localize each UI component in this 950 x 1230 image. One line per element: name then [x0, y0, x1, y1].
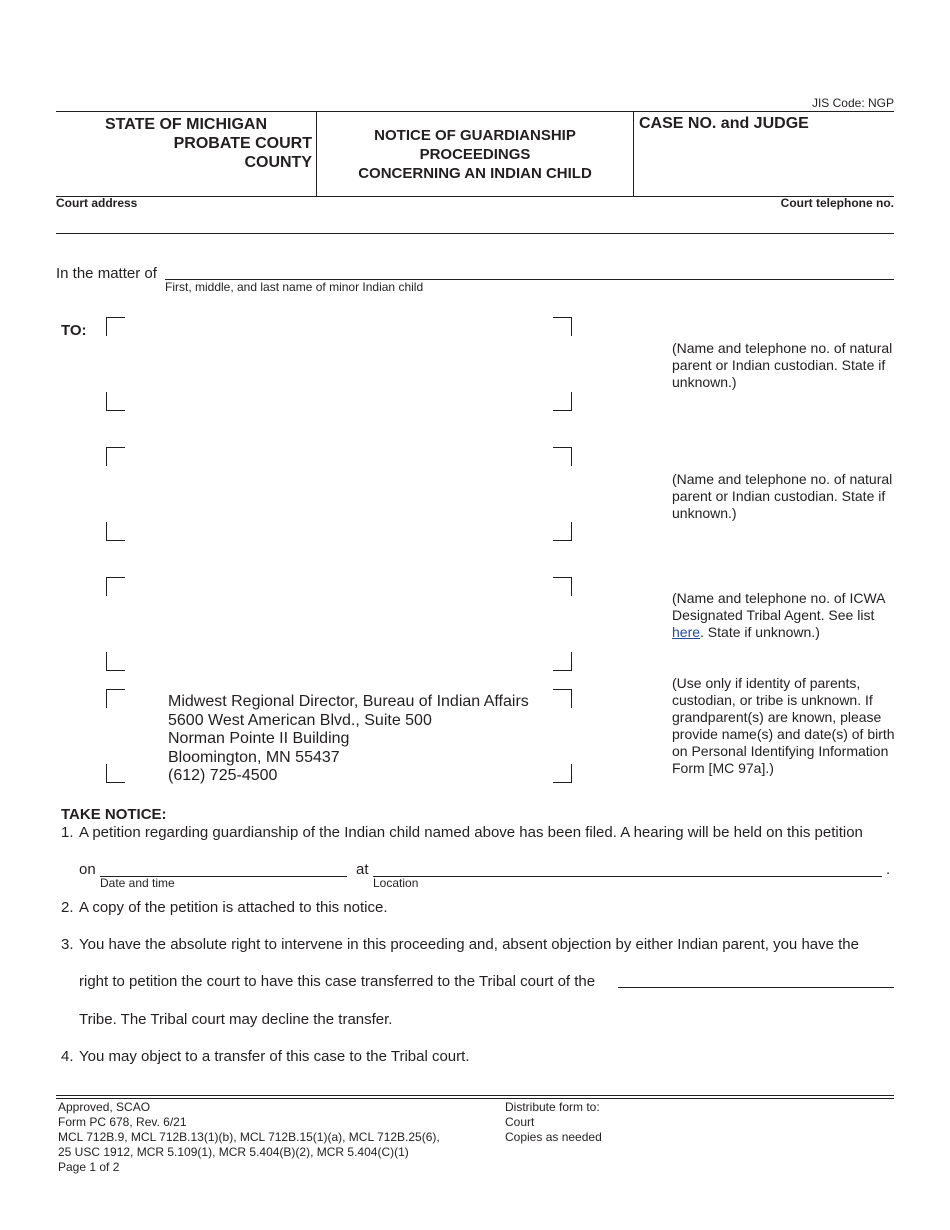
footer-distribution — [505, 1100, 602, 1145]
court-address-rule — [56, 233, 894, 234]
form-title-line3: CONCERNING AN INDIAN CHILD — [358, 165, 592, 182]
footer-rule-bottom — [56, 1098, 894, 1099]
hearing-date-caption: Date and time — [100, 876, 175, 890]
tribe-name-rule — [618, 987, 894, 988]
corner-top-left — [106, 317, 125, 336]
hearing-location-caption: Location — [373, 876, 419, 890]
tribe-name-input[interactable] — [619, 971, 892, 987]
jis-code: JIS Code: NGP — [811, 96, 894, 110]
recipient-1-input[interactable] — [124, 322, 549, 406]
tribal-agent-list-link[interactable]: here — [672, 624, 701, 640]
corner-top-right — [553, 317, 572, 336]
minor-name-caption: First, middle, and last name of minor Indian child — [165, 280, 424, 294]
court-county: COUNTY — [244, 154, 312, 171]
minor-name-input[interactable] — [166, 262, 892, 279]
recipient-2-note: (Name and telephone no. of natural parent or Indian custodian. State if unknown.) — [672, 471, 893, 521]
item-3-text-c: Tribe. The Tribal court may decline the transfer. — [79, 1011, 393, 1028]
corner-bottom-right — [553, 522, 572, 541]
item-3-text-b: right to petition the court to have this case transferred to the Tribal court of the — [79, 973, 596, 990]
header-divider-right — [633, 111, 634, 197]
footer-page-number: Page 1 of 2 — [58, 1160, 120, 1174]
bia-address-line5: (612) 725-4500 — [168, 767, 278, 784]
item-4-number: 4. — [61, 1048, 74, 1065]
corner-bottom-right — [553, 764, 572, 783]
court-address-label: Court address — [56, 196, 138, 210]
footer-distribute-copies: Copies as needed — [505, 1130, 602, 1144]
footer-form-info — [58, 1100, 440, 1175]
corner-top-right — [553, 447, 572, 466]
take-notice-heading: TAKE NOTICE: — [61, 806, 167, 823]
header-top-rule — [56, 111, 894, 112]
recipient-3-note — [672, 590, 902, 641]
item-1-number: 1. — [61, 824, 74, 841]
item-2-text: A copy of the petition is attached to this notice. — [79, 899, 388, 916]
recipient-3-input[interactable] — [124, 582, 549, 666]
court-name: PROBATE COURT — [173, 135, 312, 152]
recipient-3-note-tail: . State if unknown.) — [700, 624, 820, 640]
recipient-4-note: (Use only if identity of parents, custodian, or tribe is unknown. If grandparent(s) are known, please provide name(s) and date(s) of birth on Personal Identifying Information Form [MC 97a].) — [672, 675, 895, 776]
header-divider-left — [316, 111, 317, 197]
case-no-label: CASE NO. and JUDGE — [639, 115, 809, 132]
form-title-line1: NOTICE OF GUARDIANSHIP — [374, 127, 576, 144]
form-title — [318, 126, 632, 183]
hearing-location-rule — [373, 876, 882, 877]
to-label: TO: — [61, 322, 87, 339]
bia-address-line3: Norman Pointe II Building — [168, 730, 350, 747]
item-1-period: . — [886, 861, 891, 878]
form-title-line2: PROCEEDINGS — [419, 146, 531, 163]
item-3-number: 3. — [61, 936, 74, 953]
corner-top-right — [553, 577, 572, 596]
hearing-date-input[interactable] — [101, 859, 345, 876]
item-1-on: on — [79, 861, 96, 878]
item-3-text-a: You have the absolute right to intervene in this proceeding and, absent objection by either Indian parent, you have the — [79, 936, 859, 953]
footer-approved: Approved, SCAO — [58, 1100, 151, 1114]
case-no-input[interactable] — [640, 140, 890, 190]
recipient-3-note-text: (Name and telephone no. of ICWA Designated Tribal Agent. See list — [672, 590, 885, 623]
bia-address-line4: Bloomington, MN 55437 — [168, 748, 340, 766]
court-phone-label: Court telephone no. — [780, 196, 894, 210]
corner-bottom-right — [553, 392, 572, 411]
item-2-number: 2. — [61, 899, 74, 916]
corner-bottom-left — [106, 764, 125, 783]
court-state: STATE OF MICHIGAN — [104, 116, 267, 133]
footer-statutes: MCL 712B.9, MCL 712B.13(1)(b), MCL 712B.15(1)(a), MCL 712B.25(6), — [58, 1130, 440, 1144]
corner-top-left — [106, 689, 125, 708]
corner-top-left — [106, 577, 125, 596]
court-address-input[interactable] — [56, 212, 894, 232]
hearing-location-input[interactable] — [374, 859, 880, 876]
corner-top-right — [553, 689, 572, 708]
corner-bottom-left — [106, 522, 125, 541]
recipient-2-input[interactable] — [124, 452, 549, 536]
footer-distribute-label: Distribute form to: — [505, 1100, 600, 1114]
corner-bottom-left — [106, 392, 125, 411]
footer-distribute-court: Court — [505, 1115, 535, 1129]
recipient-1-note: (Name and telephone no. of natural parent or Indian custodian. State if unknown.) — [672, 340, 893, 390]
bia-address-line1: Midwest Regional Director, Bureau of Indian Affairs — [168, 693, 529, 710]
bia-address — [168, 693, 529, 786]
corner-bottom-right — [553, 652, 572, 671]
item-4-text: You may object to a transfer of this case to the Tribal court. — [79, 1048, 470, 1065]
item-1-at: at — [356, 861, 369, 878]
item-1-text: A petition regarding guardianship of the Indian child named above has been filed. A hearing will be held on this petition — [79, 824, 863, 841]
footer-form-number: Form PC 678, Rev. 6/21 — [58, 1115, 187, 1129]
footer-rule-top — [56, 1095, 894, 1096]
court-heading — [60, 115, 312, 172]
corner-bottom-left — [106, 652, 125, 671]
corner-top-left — [106, 447, 125, 466]
bia-address-line2: 5600 West American Blvd., Suite 500 — [168, 711, 432, 729]
footer-court-rules: 25 USC 1912, MCR 5.109(1), MCR 5.404(B)(2), MCR 5.404(C)(1) — [58, 1145, 409, 1159]
matter-label: In the matter of — [56, 265, 157, 282]
